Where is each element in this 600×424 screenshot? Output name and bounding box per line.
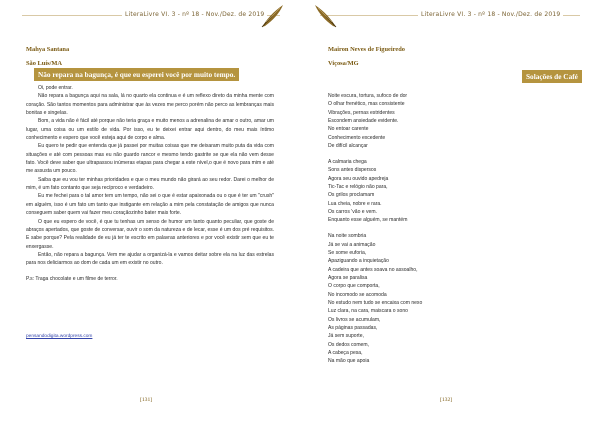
poem-line: Enquanto esse alguém, se mantém — [328, 217, 408, 224]
poem-line: Os carros 'vão e vem. — [328, 208, 377, 215]
poem-line: Lua cheia, nobre e rara. — [328, 200, 382, 207]
author-place: São Luís/MA — [26, 60, 63, 67]
poem-line: Tic-Tac e relógio não para, — [328, 183, 388, 190]
poem-line: De difícil alcançar — [328, 143, 368, 150]
poem-line: Na noite sombria — [328, 233, 367, 240]
poem-line: No entoar carente — [328, 126, 369, 133]
poem-line: Noite escura, tortura, sufoco de dor — [328, 93, 408, 99]
author-name: Mairon Neves de Figueiredo — [328, 46, 405, 53]
poem-line: As páginas passadas, — [328, 324, 378, 331]
author-blog-link[interactable]: pensandodigita.wordpress.com — [26, 334, 93, 339]
poem-line: Escondem ansiedade evidente. — [328, 118, 399, 125]
author-name: Mahya Santana — [26, 46, 70, 53]
poem-line: Apaziguando a inquietação — [328, 258, 389, 265]
poem-line: Se some euforia, — [328, 249, 367, 256]
article-body — [26, 84, 274, 283]
page-header — [22, 0, 280, 36]
paragraph: Eu quero te pedir que entenda que já passei por muitas coisas que me deixaram muito puta da vida com situações e até com pessoas mas eu não guardo rancor e mesmo tendo gastrite se que ela não vem desse fato. Você deve saber que ultrapassou inúmeras etapas para chegar a este nível,o que é novo para mim e até me assusta um pouco. — [26, 143, 274, 175]
poem-stanza — [328, 158, 548, 225]
poem-line: Agora se paralisa — [328, 274, 368, 281]
poem-line: No estudo nem tudo se encaixa com nexo — [328, 299, 423, 306]
paragraph: Eu me fechei para o tal amor tem um tempo, não sei o que é estar apaixonada ou o que é ter um "crush" em alguém, isso é um fato um tanto que instigante em relação a mim pela constatação de amigos que nunca conseguem saber quem vai fazer meu coraçãozinho bater mais forte. — [26, 193, 274, 217]
poem-line: A cadeira que antes soava no assoalho, — [328, 266, 418, 273]
article-title: Não repara na bagunça, é que eu esperei você por muito tempo. — [34, 68, 239, 81]
poem-body — [328, 92, 548, 373]
poem-line: Luz clara, na cara, maiscara o sono — [328, 308, 408, 315]
poem-line: Sons antes dispersos — [328, 167, 377, 174]
poem-line: O corpo que comporta, — [328, 283, 380, 290]
quill-pen-icon — [312, 2, 340, 30]
poem-line: Os livros se acumulam, — [328, 316, 381, 323]
poem-line: Agora seu ouvido apedreja — [328, 175, 389, 182]
poem-line: Já se vai a animação — [328, 241, 376, 248]
poem-line: Os dedos comem, — [328, 341, 369, 348]
poem-line: Na mão que apoia — [328, 358, 370, 365]
poem-line: O olhar frenético, mas consistente — [328, 101, 405, 108]
paragraph: Bom, a vida não é fácil até porque não teria graça e muito menos a adrenalina de amar o outro, amar um lugar, uma coisa ou um estilo de vida. Por isso, eu te deixei entrar aqui dentro, do meu mais íntimo conhecimento e espero que você esteja aqui de corpo e alma. — [26, 118, 274, 142]
page-number: [131] — [140, 397, 153, 403]
poem-title: Solações de Café — [522, 70, 582, 83]
poem-line: Conhecimento excedente — [328, 134, 386, 141]
poem-line: A cabeça pesa, — [328, 349, 363, 356]
poem-line: A calmaria chega — [328, 158, 367, 165]
poem-stanza — [328, 92, 548, 150]
paragraph: Saiba que eu vou ter minhas prioridades e que o meu mundo não girará ao seu redor. Darei o melhor de mim, é um fato contanto que seja recíproco e verdadeiro. — [26, 176, 274, 192]
paragraph: Não repara a bagunça aqui na sala, lá no quarto ela continua e é um reflexo direto da minha mente com coração. São tantos momentos para administrar que às vezes me perco porém não perco as lembranças mais bonitas e singelas. — [26, 93, 274, 117]
header-title: LiteraLivre VI. 3 - nº 18 - Nov./Dez. de 2019 — [418, 11, 563, 18]
paragraph: Oi, pode entrar. — [38, 85, 73, 91]
paragraph: Então, não repara a bagunça. Vem me ajudar a organizá-la e vamos deitar sobre ela na luz das estrelas para nos deliciarmos ao dom de cada um em existir no outro. — [26, 251, 274, 267]
page-right — [300, 0, 600, 424]
header-title: LiteraLivre VI. 3 - nº 18 - Nov./Dez. de 2019 — [122, 11, 267, 18]
poem-line: Os grilos proclamam — [328, 192, 375, 199]
postscript: P.s: Traga chocolate e um filme de terror. — [26, 275, 118, 282]
poem-line: Vibrações, pernas estridentes — [328, 109, 395, 116]
paragraph: O que eu espero de você, é que tu tenhas um senso de humor um tanto quanto peculiar, que goste de abraços apertados, que goste de conversar, ouvir o som da natureza e de lecar, esse é um dos pré requisitos. E sabe porque? Pela realidade de eu já ter te escrito em palavras anteriores e por você existir sem que eu te enxergasse. — [26, 218, 274, 250]
poem-stanza — [328, 232, 548, 366]
page-header — [320, 0, 580, 36]
poem-line: Já sem suporte, — [328, 333, 364, 340]
author-place: Viçosa/MG — [328, 60, 359, 67]
poem-line: No incomodo se acomoda — [328, 291, 387, 298]
quill-pen-icon — [258, 2, 286, 30]
page-number: [132] — [440, 397, 453, 403]
